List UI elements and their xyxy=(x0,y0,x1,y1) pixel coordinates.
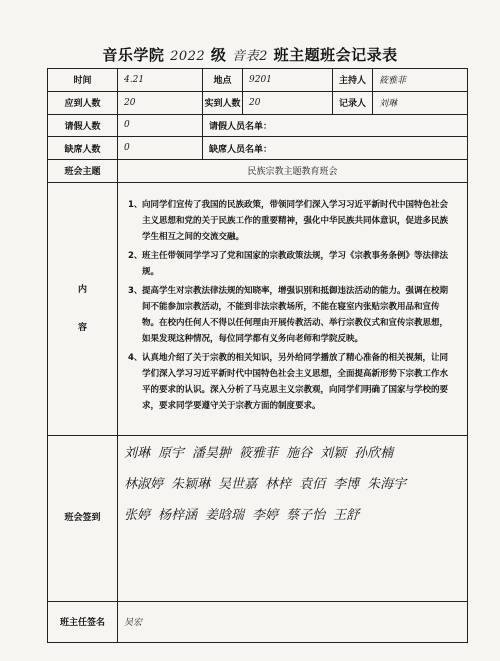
should-attend-label: 应到人数 xyxy=(48,91,118,114)
student-signature: 施谷 xyxy=(286,446,313,462)
should-attend-value: 20 xyxy=(118,91,203,114)
host-label: 主持人 xyxy=(333,69,373,92)
student-signature: 张婷 xyxy=(124,508,151,524)
content-item-text: 提高学生对宗教法律法规的知晓率，增强识别和抵御违法活动的能力。强调在校期间不能参加宗教活动，不能到非法宗教场所，不能在寝室内张贴宗教用品和宣传物。在校内任何人不得以任何理由开展传教活动、举行宗教仪式和宣传宗教思想，如果发现这种情况，每位同学都有义务向老师和学院反映。 xyxy=(142,285,449,344)
student-signature: 李婷 xyxy=(252,508,279,524)
host-value: 筱雅菲 xyxy=(373,69,468,92)
content-item xyxy=(128,283,455,347)
title-suffix: 班主题班会记录表 xyxy=(273,46,398,64)
content-body xyxy=(118,182,468,435)
place-value: 9201 xyxy=(243,69,333,92)
row-teacher xyxy=(48,601,468,642)
content-item-text: 班主任带领同学学习了党和国家的宗教政策法规，学习《宗教事务条例》等法律法规。 xyxy=(142,250,449,277)
signature-label: 班会签到 xyxy=(48,436,118,601)
row-signatures xyxy=(48,436,468,601)
content-item-number: 1、 xyxy=(128,199,143,210)
title-school: 音乐学院 xyxy=(102,46,165,64)
signature-row xyxy=(124,473,463,492)
content-item-text: 认真地介绍了关于宗教的相关知识，另外给同学播放了精心准备的相关视频，让同学们深入学习习近平新时代中国特色社会主义思想，全面提高新形势下宗教工作水平的要求的认识。深入分析了马克思主义宗教观，向同学们明确了国家与学校的要求，要求同学要遵守关于宗教方面的制度要求。 xyxy=(142,352,449,411)
row-content xyxy=(48,182,468,435)
page-title xyxy=(0,44,500,65)
theme-label: 班会主题 xyxy=(48,160,118,183)
student-signature: 筱雅菲 xyxy=(239,446,279,462)
content-item-number: 2、 xyxy=(128,250,143,261)
actual-attend-value: 20 xyxy=(243,91,333,114)
student-signature: 朱海宇 xyxy=(367,477,407,493)
row-absent xyxy=(48,137,468,160)
signature-area xyxy=(118,436,468,601)
leave-count-label: 请假人数 xyxy=(48,114,118,137)
row-time xyxy=(48,69,468,92)
student-signature: 孙欣楠 xyxy=(354,446,394,462)
absent-names-label: 缺席人员名单： xyxy=(203,137,468,160)
signature-row xyxy=(124,442,463,461)
leave-names-label: 请假人员名单： xyxy=(203,114,468,137)
place-label: 地点 xyxy=(203,69,243,92)
title-year: 2022 xyxy=(170,49,206,64)
student-signature: 林淑婷 xyxy=(124,477,164,493)
student-signature: 蔡子怡 xyxy=(286,508,326,524)
recorder-value: 刘琳 xyxy=(373,91,468,114)
student-signature: 姜晗瑞 xyxy=(205,508,245,524)
student-signature: 林梓 xyxy=(265,477,292,493)
signature-row xyxy=(124,504,463,523)
student-signature: 刘琳 xyxy=(124,446,151,462)
student-signature: 原宇 xyxy=(158,446,185,462)
content-item xyxy=(128,197,455,245)
content-item-number: 3、 xyxy=(128,285,143,296)
content-item-text: 向同学们宣传了我国的民族政策，带领同学们深入学习习近平新时代中国特色社会主义思想和党的关于民族工作的重要精神，强化中华民族共同体意识，促进多民族学生相互之间的交流交融。 xyxy=(142,199,449,242)
time-value: 4.21 xyxy=(118,69,203,92)
theme-value: 民族宗教主题教育班会 xyxy=(118,160,468,183)
student-signature: 吴世嘉 xyxy=(218,477,258,493)
actual-attend-label: 实到人数 xyxy=(203,91,243,114)
student-signature: 王舒 xyxy=(333,508,360,524)
teacher-label: 班主任签名 xyxy=(48,601,118,642)
student-signature: 朱颖琳 xyxy=(171,477,211,493)
student-signature: 刘颖 xyxy=(320,446,347,462)
time-label: 时间 xyxy=(48,69,118,92)
content-label-char-2: 容 xyxy=(77,322,87,333)
absent-count-value: 0 xyxy=(118,137,203,160)
teacher-signature: 吴宏 xyxy=(118,601,468,642)
content-label xyxy=(48,182,118,435)
content-item-number: 4、 xyxy=(128,352,143,363)
title-class-name: 音表2 xyxy=(232,49,268,64)
leave-count-value: 0 xyxy=(118,114,203,137)
content-item xyxy=(128,248,455,280)
row-attendance xyxy=(48,91,468,114)
recorder-label: 记录人 xyxy=(333,91,373,114)
absent-count-label: 缺席人数 xyxy=(48,137,118,160)
student-signature: 袁佰 xyxy=(299,477,326,493)
content-label-char-1: 内 xyxy=(77,284,87,295)
row-leave xyxy=(48,114,468,137)
student-signature: 潘昊翀 xyxy=(192,446,232,462)
meeting-record-table xyxy=(47,68,468,643)
student-signature: 杨梓涵 xyxy=(158,508,198,524)
row-theme xyxy=(48,160,468,183)
content-item xyxy=(128,350,455,414)
student-signature: 李博 xyxy=(333,477,360,493)
title-grade-label: 级 xyxy=(210,46,227,64)
